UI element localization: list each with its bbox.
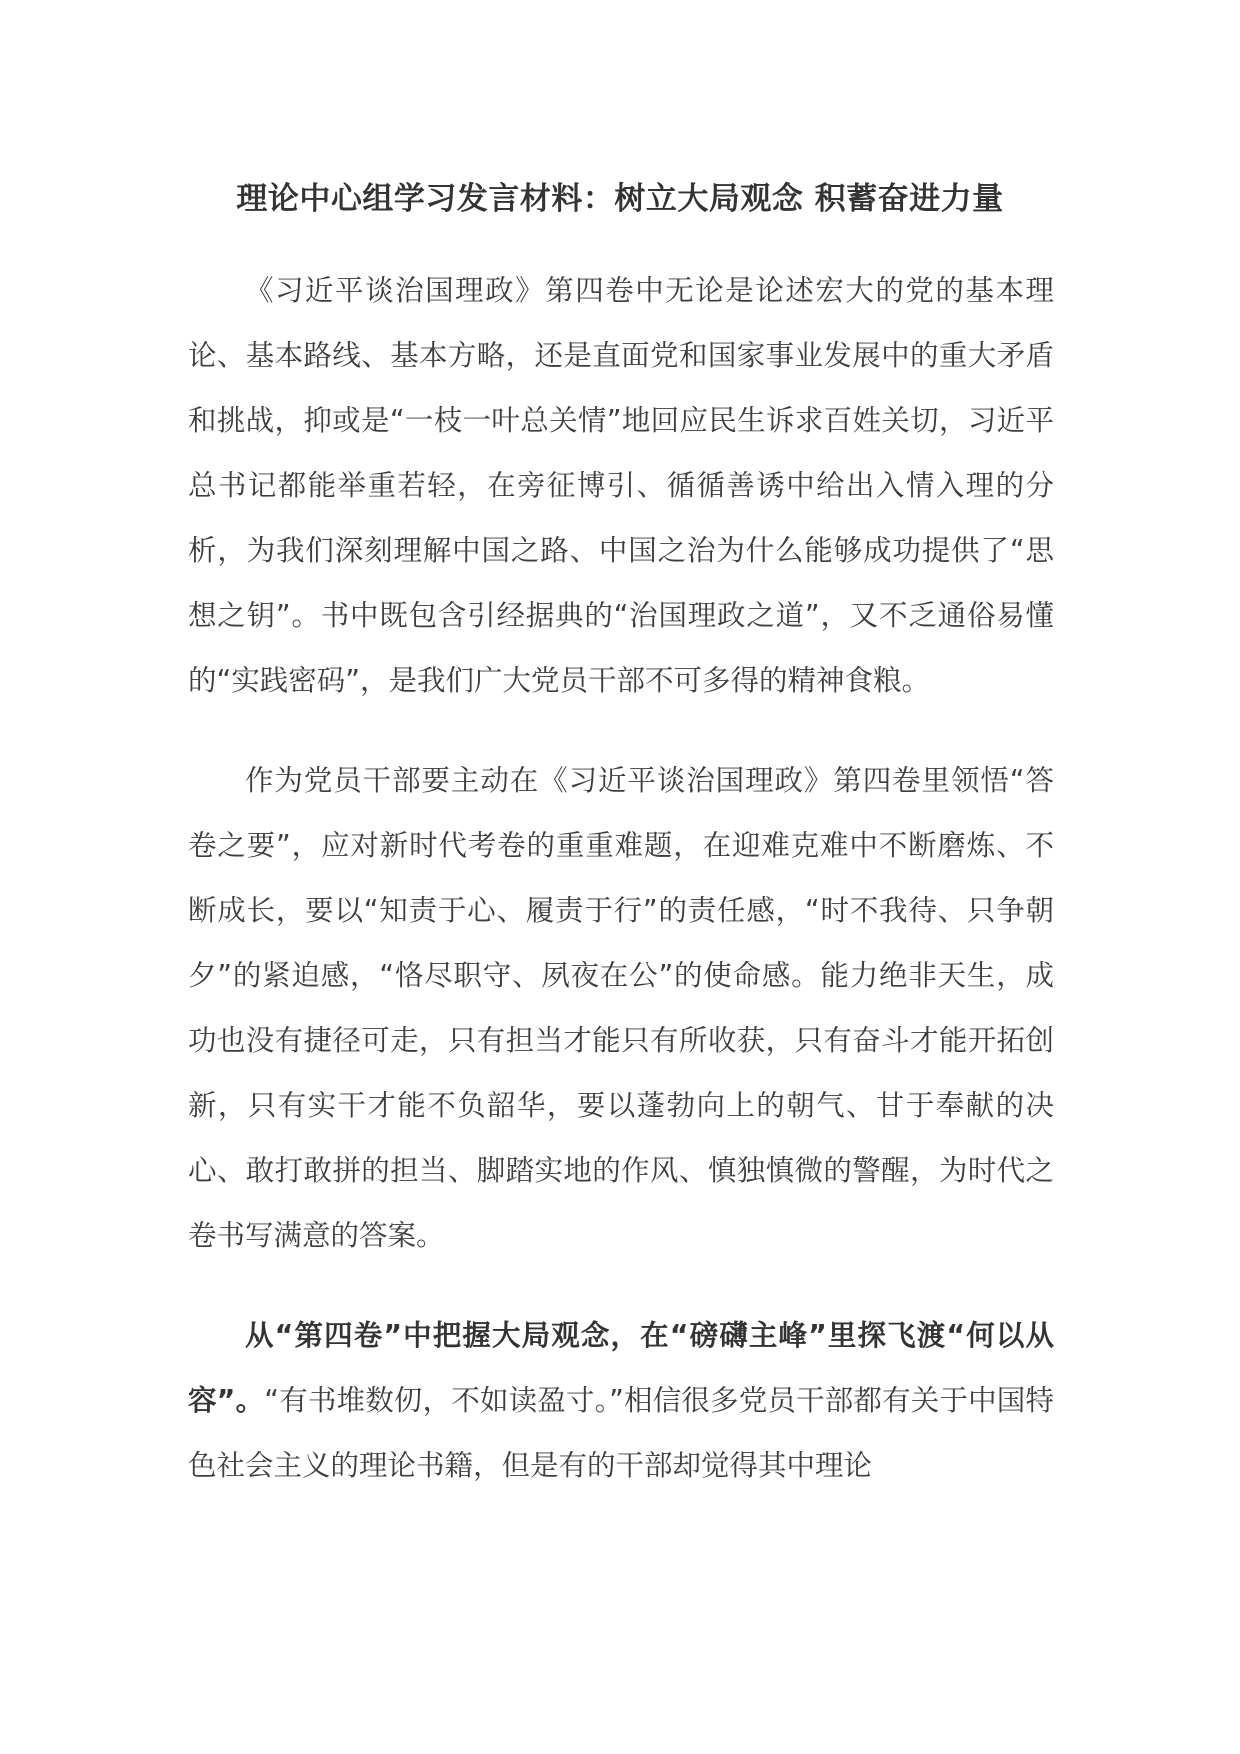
- paragraph-2: [188, 748, 1054, 1268]
- paragraph-3-lead: 从“第四卷”中把握大局观念，在“磅礴主峰”里探飞渡“何以从容”。: [188, 1319, 1054, 1417]
- paragraph-3: [188, 1303, 1054, 1498]
- paragraph-1: [188, 258, 1054, 713]
- document-title: 理论中心组学习发言材料：树立大局观念 积蓄奋进力量: [236, 181, 1004, 217]
- document-body: [188, 258, 1054, 1533]
- paragraph-3-text: “有书堆数仞，不如读盈寸。”相信很多党员干部都有关于中国特色社会主义的理论书籍，但是有的干部却觉得其中理论: [188, 1384, 1054, 1482]
- paragraph-2-text: 作为党员干部要主动在《习近平谈治国理政》第四卷里领悟“答卷之要”，应对新时代考卷的重重难题，在迎难克难中不断磨炼、不断成长，要以“知责于心、履责于行”的责任感，“时不我待、只争朝夕”的紧迫感，“恪尽职守、夙夜在公”的使命感。能力绝非天生，成功也没有捷径可走，只有担当才能只有所收获，只有奋斗才能开拓创新，只有实干才能不负韶华，要以蓬勃向上的朝气、甘于奉献的决心、敢打敢拼的担当、脚踏实地的作风、慎独慎微的警醒，为时代之卷书写满意的答案。: [188, 764, 1054, 1252]
- paragraph-1-text: 《习近平谈治国理政》第四卷中无论是论述宏大的党的基本理论、基本路线、基本方略，还是直面党和国家事业发展中的重大矛盾和挑战，抑或是“一枝一叶总关情”地回应民生诉求百姓关切，习近平总书记都能举重若轻，在旁征博引、循循善诱中给出入情入理的分析，为我们深刻理解中国之路、中国之治为什么能够成功提供了“思想之钥”。书中既包含引经据典的“治国理政之道”，又不乏通俗易懂的“实践密码”，是我们广大党员干部不可多得的精神食粮。: [188, 274, 1054, 697]
